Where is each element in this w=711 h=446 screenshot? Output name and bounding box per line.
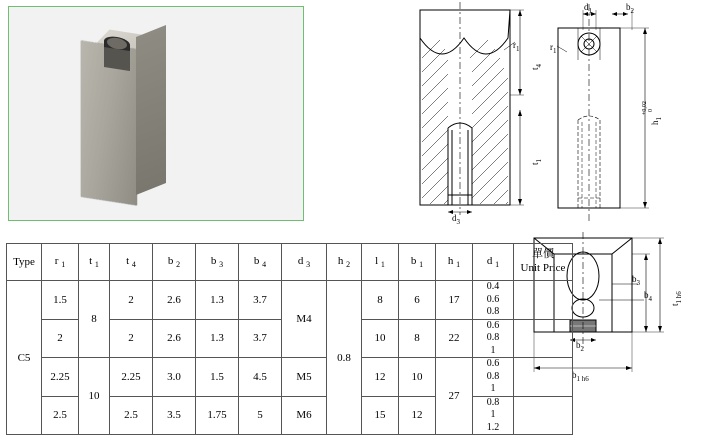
cell-b3-4: 1.75 — [196, 396, 239, 435]
unit-price-zh: 單價 — [532, 248, 554, 261]
label-b2-bottom: $b_2$ — [576, 340, 584, 353]
cell-b3-3: 1.5 — [196, 358, 239, 397]
label-d1: $d_1$ — [584, 2, 592, 15]
drawing-svg-top — [400, 0, 711, 240]
cell-b1-3: 10 — [399, 358, 436, 397]
th-h1: h $_1$ — [436, 244, 473, 281]
table-header-row — [7, 244, 573, 281]
cell-b3-2: 1.3 — [196, 319, 239, 358]
cell-d1-1: 0.4 0.6 0.8 — [473, 281, 514, 320]
cell-t1-1: 8 — [79, 281, 110, 358]
label-d3: $d_3$ — [452, 213, 460, 226]
cell-b1-1: 6 — [399, 281, 436, 320]
cell-b4-3: 4.5 — [239, 358, 282, 397]
cell-l1-4: 15 — [362, 396, 399, 435]
cell-t4-3: 2.25 — [110, 358, 153, 397]
cell-r1-2: 2 — [42, 319, 79, 358]
cell-b4-4: 5 — [239, 396, 282, 435]
label-t4: $t_4$ — [530, 63, 543, 70]
cell-b4-2: 3.7 — [239, 319, 282, 358]
label-t1: $t_1$ — [530, 158, 543, 165]
cell-d1-4: 0.8 1 1.2 — [473, 396, 514, 435]
cell-d1-3: 0.6 0.8 1 — [473, 358, 514, 397]
label-b1-h6: $b_{1 h6}$ — [572, 370, 589, 383]
table-row — [7, 281, 573, 320]
label-t1-h6: $t_{1 h6}$ — [670, 291, 683, 306]
cell-b2-2: 2.6 — [153, 319, 196, 358]
table-body — [7, 281, 573, 435]
product-photo-image — [81, 25, 167, 201]
cell-price-2 — [514, 319, 573, 358]
th-b4: b $_4$ — [239, 244, 282, 281]
th-unit-price — [514, 244, 573, 281]
th-r1: r $_1$ — [42, 244, 79, 281]
cell-b2-1: 2.6 — [153, 281, 196, 320]
label-r1-right: $r_1$ — [550, 42, 557, 55]
cell-price-1 — [514, 281, 573, 320]
cell-r1-3: 2.25 — [42, 358, 79, 397]
cell-h2: 0.8 — [327, 281, 362, 435]
cell-type: C5 — [7, 281, 42, 435]
cell-t4-4: 2.5 — [110, 396, 153, 435]
table-row — [7, 358, 573, 397]
th-t4: t $_4$ — [110, 244, 153, 281]
label-r1-left: $r_1$ — [513, 40, 520, 53]
product-photo-panel — [8, 6, 304, 221]
label-b3: $b_3$ — [632, 274, 640, 287]
cell-d3-1: M4 — [282, 281, 327, 358]
cell-b1-4: 12 — [399, 396, 436, 435]
cell-b4-1: 3.7 — [239, 281, 282, 320]
block-side-face — [136, 25, 166, 195]
cell-h1-3: 27 — [436, 358, 473, 435]
th-type: Type — [7, 244, 42, 281]
cell-b2-4: 3.5 — [153, 396, 196, 435]
cell-r1-1: 1.5 — [42, 281, 79, 320]
cell-t1-3: 10 — [79, 358, 110, 435]
cell-h1-2: 22 — [436, 319, 473, 358]
cell-b2-3: 3.0 — [153, 358, 196, 397]
label-h1-tolerance: +0,02 0 — [642, 101, 654, 115]
label-h1: $h_1$ — [650, 117, 663, 125]
technical-drawings-top — [400, 0, 711, 240]
cell-d1-2: 0.6 0.8 1 — [473, 319, 514, 358]
cell-l1-1: 8 — [362, 281, 399, 320]
th-d3: d $_3$ — [282, 244, 327, 281]
label-b4: $b_4$ — [644, 290, 652, 303]
cell-b3-1: 1.3 — [196, 281, 239, 320]
th-b3: b $_3$ — [196, 244, 239, 281]
th-d1: d $_1$ — [473, 244, 514, 281]
th-b2: b $_2$ — [153, 244, 196, 281]
unit-price-en: Unit Price — [520, 262, 566, 274]
cell-d3-3: M5 — [282, 358, 327, 397]
th-b1: b $_1$ — [399, 244, 436, 281]
cell-price-4 — [514, 396, 573, 435]
th-l1: l $_1$ — [362, 244, 399, 281]
specification-table — [6, 243, 573, 435]
label-b2-top: $b_2$ — [626, 2, 634, 15]
cell-t4-2: 2 — [110, 319, 153, 358]
cell-d3-4: M6 — [282, 396, 327, 435]
th-h2: h $_2$ — [327, 244, 362, 281]
cell-t4-1: 2 — [110, 281, 153, 320]
cell-l1-3: 12 — [362, 358, 399, 397]
cell-price-3 — [514, 358, 573, 397]
cell-l1-2: 10 — [362, 319, 399, 358]
cell-b1-2: 8 — [399, 319, 436, 358]
cell-r1-4: 2.5 — [42, 396, 79, 435]
th-t1: t $_1$ — [79, 244, 110, 281]
cell-h1-1: 17 — [436, 281, 473, 320]
